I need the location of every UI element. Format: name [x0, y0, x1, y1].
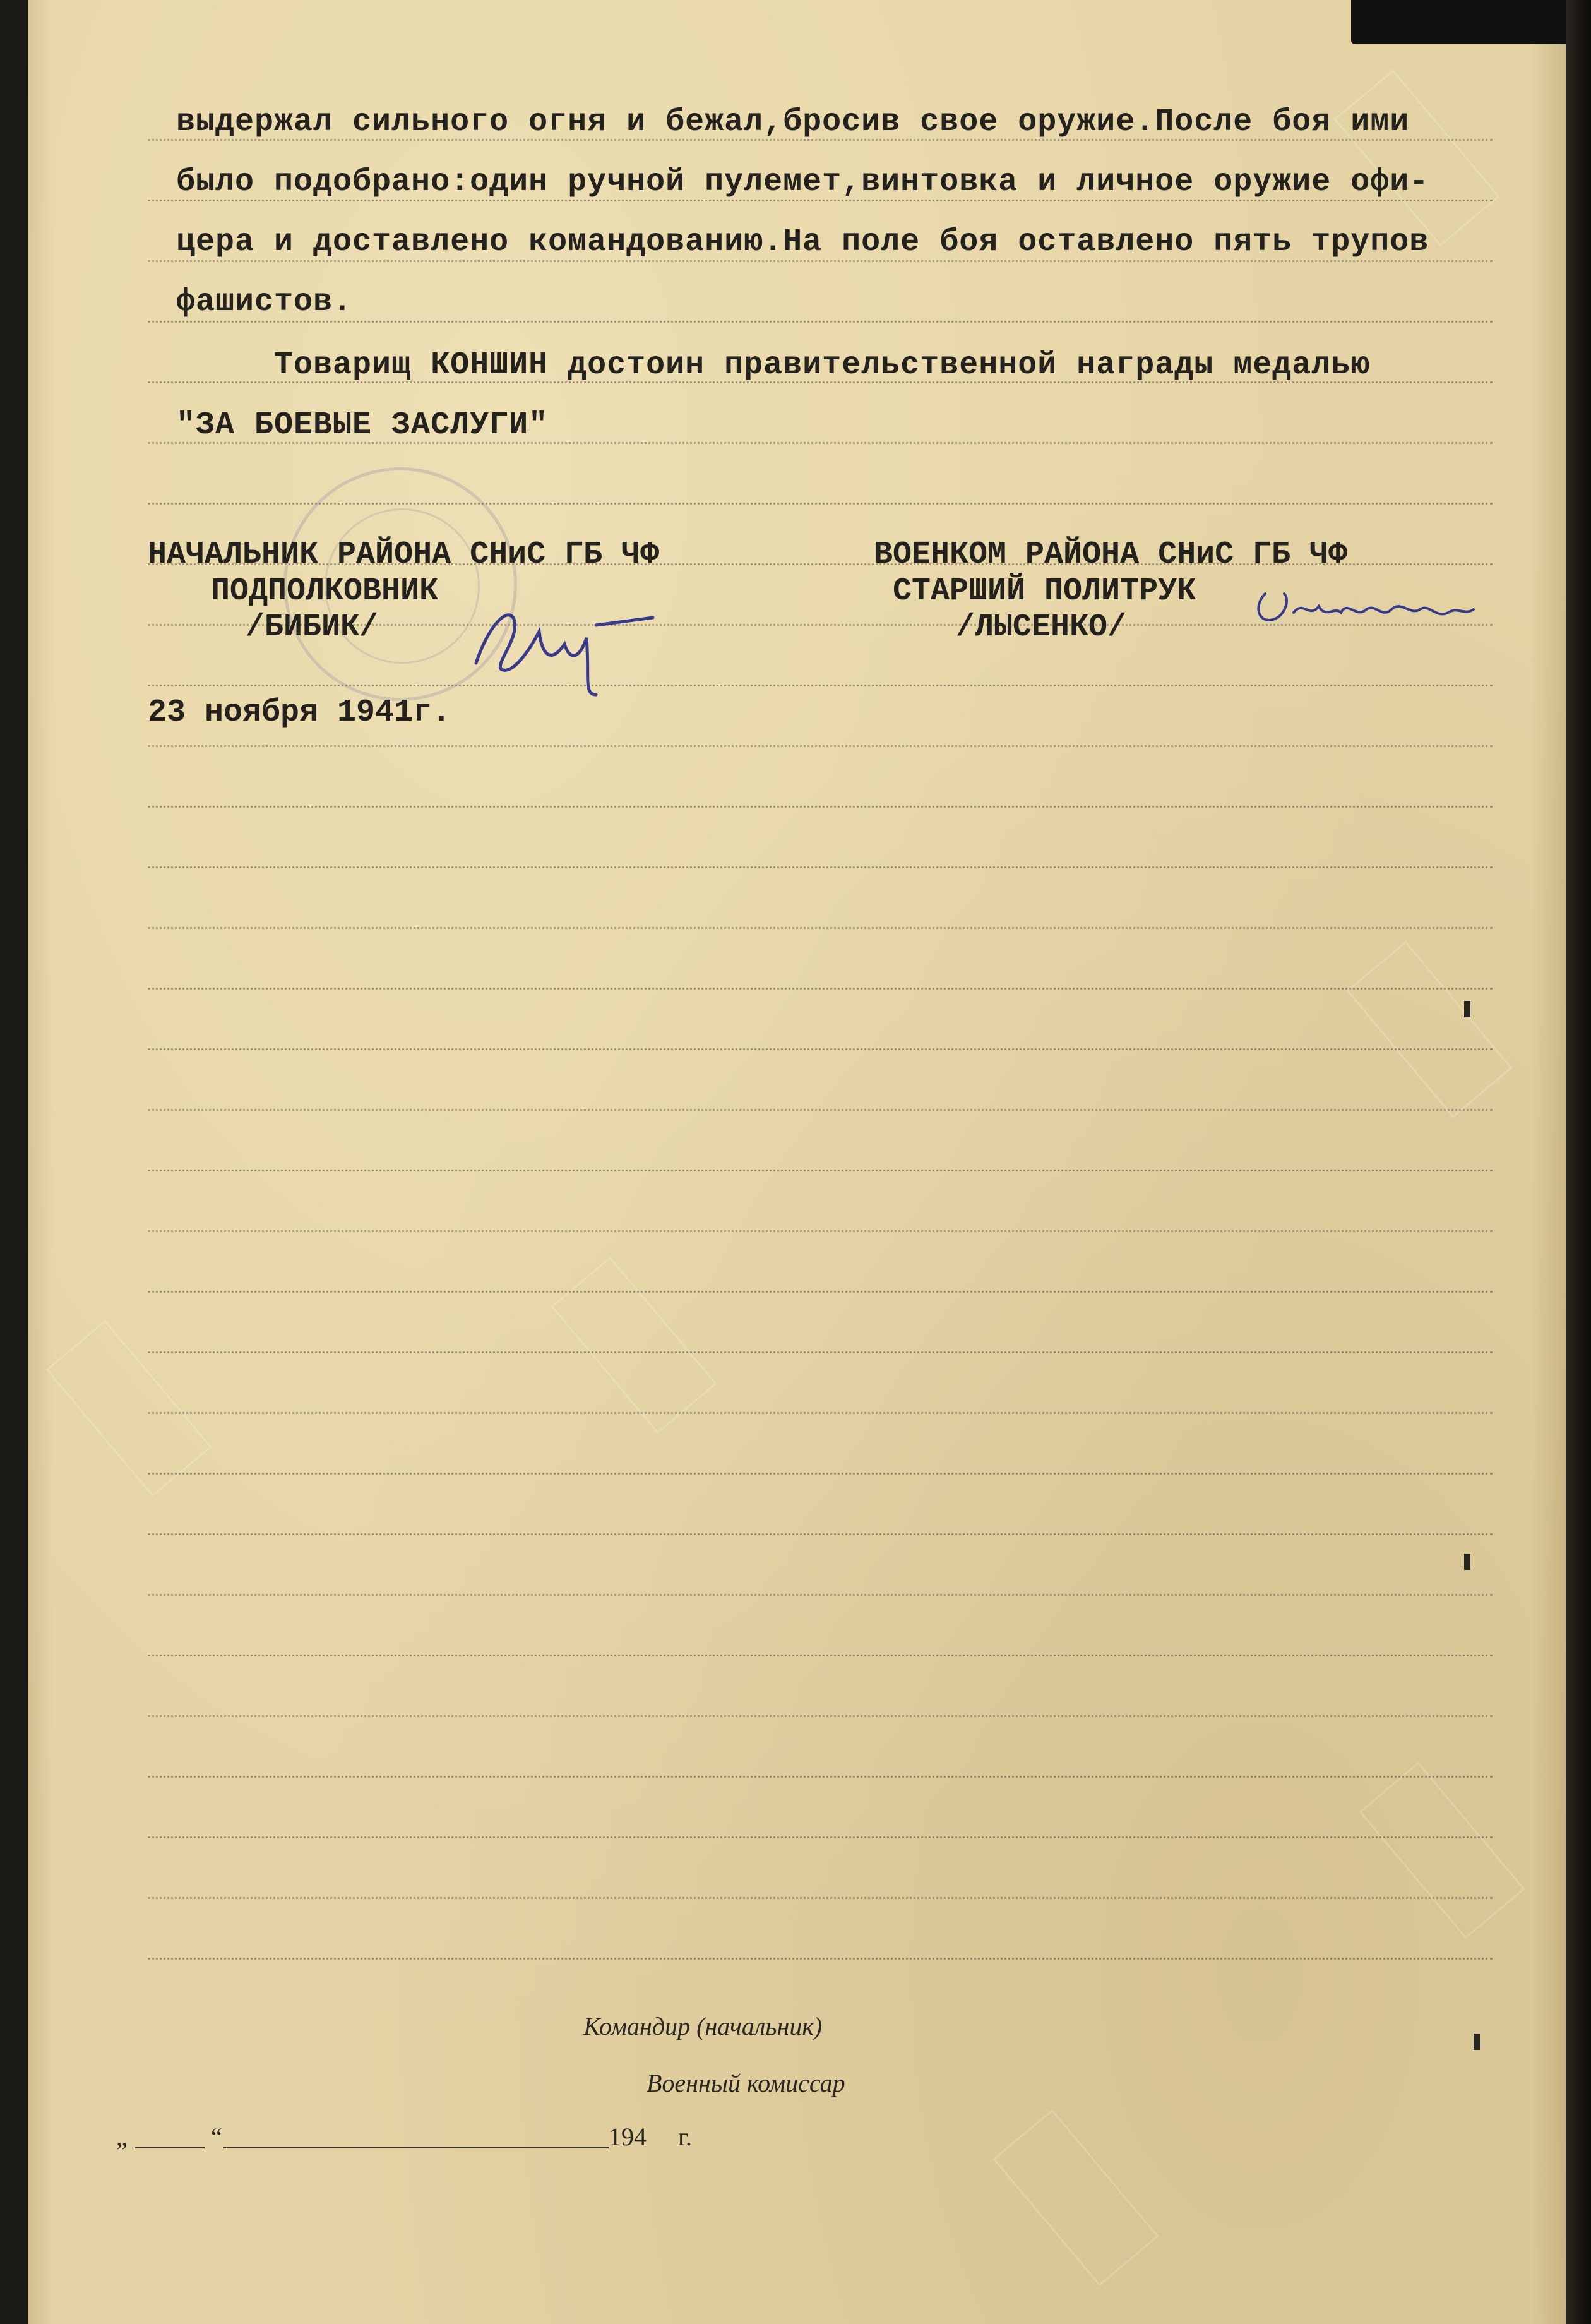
month-fill-line — [223, 2147, 609, 2148]
left-signer-title: НАЧАЛЬНИК РАЙОНА СНиС ГБ ЧФ — [148, 537, 660, 573]
ruled-line — [148, 1897, 1493, 1899]
right-signer-name: /ЛЫСЕНКО/ — [956, 609, 1127, 645]
ruled-line — [148, 1230, 1493, 1232]
binding-mark — [1464, 1554, 1470, 1570]
day-fill-line — [135, 2147, 205, 2148]
ruled-line — [148, 1533, 1493, 1535]
body-line-1: выдержал сильного огня и бежал,бросив свое оружие.После боя ими — [176, 104, 1410, 140]
ruled-line — [148, 988, 1493, 990]
body-line-5: Товарищ КОНШИН достоин правительственной награды медалью — [176, 347, 1371, 383]
body-line-6: "ЗА БОЕВЫЕ ЗАСЛУГИ" — [176, 407, 549, 443]
date-open-quote: „ — [116, 2123, 128, 2151]
ruled-line — [148, 1351, 1493, 1353]
document-sheet — [28, 0, 1568, 2324]
scan-edge-shadow — [1566, 0, 1591, 2324]
ruled-line — [148, 927, 1493, 929]
ruled-line — [148, 866, 1493, 868]
ruled-line — [148, 321, 1493, 323]
ruled-line — [148, 1715, 1493, 1717]
binding-mark — [1464, 1001, 1470, 1017]
ruled-line — [148, 260, 1493, 262]
left-signer-name: /БИБИК/ — [246, 609, 379, 645]
scan-edge-tab — [1351, 0, 1566, 44]
ruled-line — [148, 1473, 1493, 1475]
body-line-2: было подобрано:один ручной пулемет,винтовка и личное оружие офи- — [176, 164, 1429, 200]
ruled-line — [148, 1291, 1493, 1293]
year-prefix: 194 — [609, 2123, 647, 2151]
ruled-line — [148, 1109, 1493, 1111]
ruled-line — [148, 745, 1493, 747]
commissar-label: Военный комиссар — [647, 2069, 845, 2097]
right-signer-title: ВОЕНКОМ РАЙОНА СНиС ГБ ЧФ — [874, 537, 1348, 573]
date-mid-quote: “ — [211, 2123, 222, 2151]
ruled-line — [148, 1048, 1493, 1050]
ruled-line — [148, 1594, 1493, 1596]
ruled-line — [148, 1836, 1493, 1838]
left-handwritten-signature — [463, 587, 665, 707]
right-signer-rank: СТАРШИЙ ПОЛИТРУК — [893, 573, 1196, 609]
ruled-line — [148, 806, 1493, 808]
ruled-line — [148, 1958, 1493, 1960]
left-signer-rank: ПОДПОЛКОВНИК — [211, 573, 439, 609]
ruled-line — [148, 1412, 1493, 1414]
ruled-line — [148, 1170, 1493, 1171]
ruled-line — [148, 1655, 1493, 1656]
body-line-3: цера и доставлено командованию.На поле боя оставлено пять трупов — [176, 224, 1429, 260]
right-handwritten-signature — [1246, 581, 1486, 638]
body-line-4: фашистов. — [176, 284, 353, 320]
year-suffix: г. — [678, 2123, 692, 2151]
ruled-line — [148, 1776, 1493, 1778]
document-date: 23 ноября 1941г. — [148, 695, 451, 731]
commander-label: Командир (начальник) — [583, 2012, 823, 2040]
binding-mark — [1474, 2033, 1480, 2050]
